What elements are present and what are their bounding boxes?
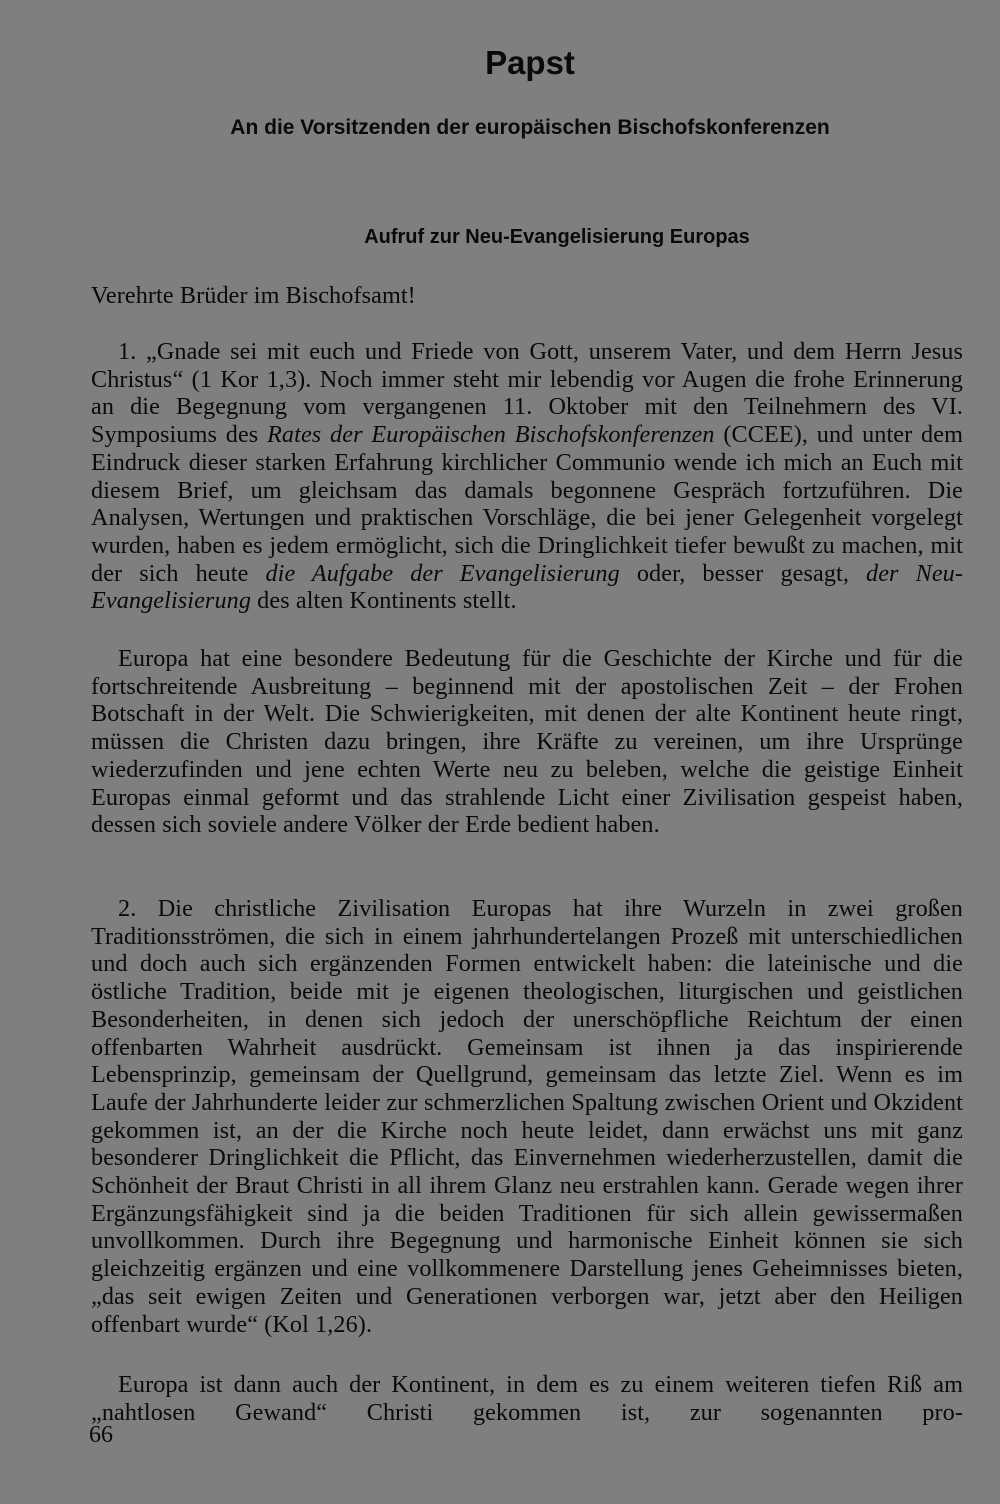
paragraph-2-text: Europa hat eine besondere Bedeutung für die Geschichte der Kirche und für die fortschreitende Ausbreitung – beginnend mit der apostolischen Zeit – der Frohen Botschaft in der Welt. Die Schwierigkeiten, mit denen der alte Kontinent heute ringt, müssen die Christen dazu bringen, ihre Kräfte zu vereinen, um ihre Ursprünge wiederzufinden und jene echten Werte neu zu beleben, welche die geistige Einheit Europas einmal geformt und das strahlende Licht einer Zivilisation gespeist haben, dessen sich soviele andere Völker der Erde bedient haben.	[91, 645, 963, 839]
salutation-text: Verehrte Brüder im Bischofsamt!	[91, 282, 416, 309]
paragraph-1-text	[91, 338, 963, 615]
p1-text-a: 1. „Gnade sei mit euch und Friede von Gott, unserem Vater, und dem Herrn Jesus Christus“ (1 Kor 1,3). Noch immer steht mir lebendig vor Augen die frohe Erinnerung an die Begegnung vom vergangenen 11. Oktober mit den Teilnehmern des VI. Symposiums des	[91, 338, 963, 449]
page-title: Papst	[485, 44, 575, 81]
paragraph-1	[91, 338, 963, 615]
p1-text-g: des alten Kontinents stellt.	[251, 587, 517, 615]
p1-text-c: (CCEE), und unter dem Eindruck dieser starken Erfahrung kirchlicher Communio wende ich mich an Euch mit diesem Brief, um gleichsam das damals begonnene Gespräch fortzuführen. Die Analysen, Wertungen und praktischen Vorschläge, die bei jener Gelegenheit vorgelegt wurden, haben es jedem ermöglicht, sich die Dringlichkeit tiefer bewußt zu machen, mit der sich heute	[91, 421, 963, 587]
p1-italic-ccee: Rates der Europäischen Bischofskonferenzen	[267, 421, 715, 449]
paragraph-4	[91, 1371, 963, 1426]
document-subtitle: An die Vorsitzenden der europäischen Bischofskonferenzen	[230, 116, 830, 139]
page-number: 66	[89, 1422, 113, 1448]
paragraph-3-text: 2. Die christliche Zivilisation Europas hat ihre Wurzeln in zwei großen Traditionsströmen, die sich in einem jahrhundertelangen Prozeß mit unterschiedlichen und doch auch sich ergänzenden Formen entwickelt haben: die lateinische und die östliche Tradition, beide mit je eigenen theologischen, liturgischen und geistlichen Besonderheiten, in denen sich jedoch der unerschöpfliche Reichtum der einen offenbarten Wahrheit ausdrückt. Gemeinsam ist ihnen ja das inspirierende Lebensprinzip, gemeinsam der Quellgrund, gemeinsam das letzte Ziel. Wenn es im Laufe der Jahrhunderte leider zur schmerzlichen Spaltung zwischen Orient und Okzident gekommen ist, an der die Kirche noch heute leidet, dann erwächst uns mit ganz besonderer Dringlichkeit die Pflicht, das Einvernehmen wiederherzustellen, damit die Schönheit der Braut Christi in all ihrem Glanz neu erstrahlen kann. Gerade wegen ihrer Ergänzungsfähigkeit sind ja die beiden Traditionen für sich allein gewissermaßen unvollkommen. Durch ihre Begegnung und harmonische Einheit können sie sich gleichzeitig ergänzen und eine vollkommenere Darstellung jenes Geheimnisses bieten, „das seit ewigen Zeiten und Generationen verborgen war, jetzt aber den Heiligen offenbart wurde“ (Kol 1,26).	[91, 895, 963, 1338]
salutation	[91, 282, 963, 310]
paragraph-4-text: Europa ist dann auch der Kontinent, in dem es zu einem weiteren tiefen Riß am „nahtlosen Gewand“ Christi gekommen ist, zur sogenannten pro-	[91, 1371, 963, 1426]
p1-italic-neu-evangelisierung: der Neu-Evangelisierung	[91, 559, 964, 615]
section-heading: Aufruf zur Neu-Evangelisierung Europas	[364, 226, 750, 248]
p1-text-e: oder, besser gesagt,	[619, 559, 867, 587]
paragraph-2	[91, 645, 963, 839]
paragraph-3	[91, 895, 963, 1338]
p1-italic-evangelisierung: die Aufgabe der Evangelisierung	[265, 559, 620, 587]
